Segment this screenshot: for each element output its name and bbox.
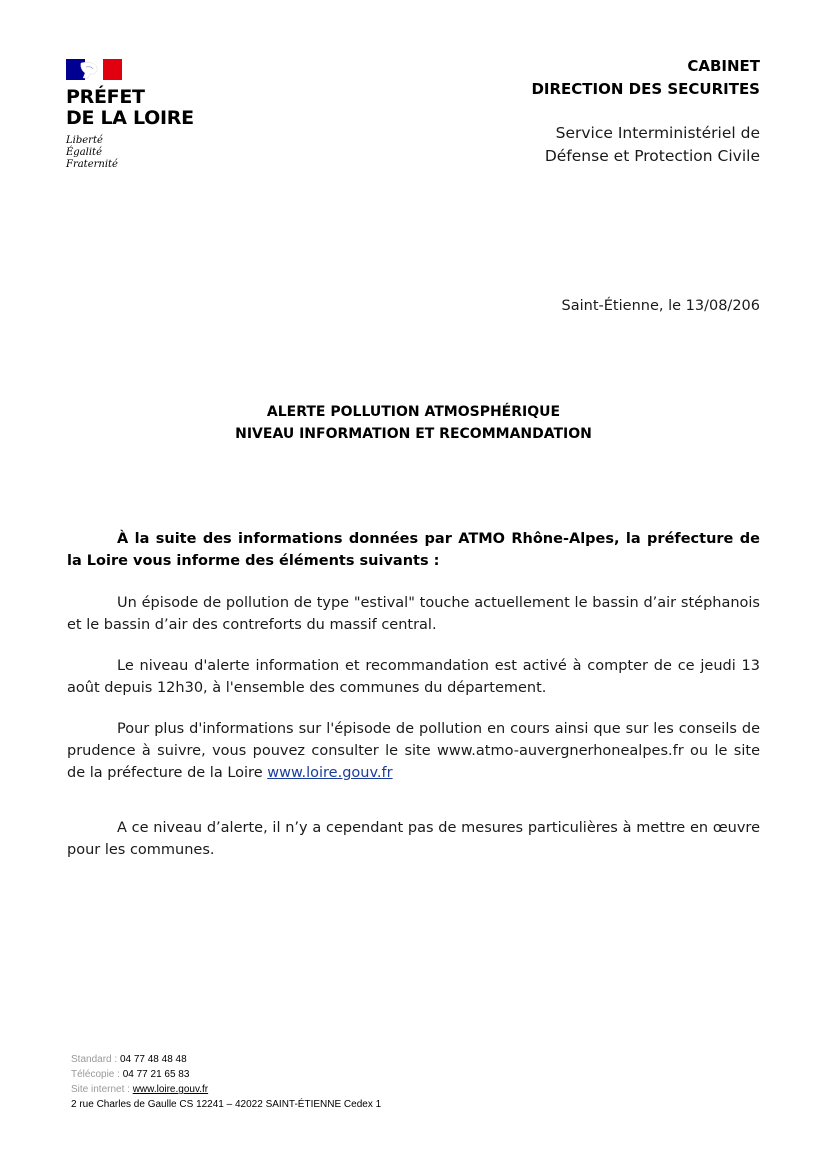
paragraph-measures (67, 817, 760, 861)
title-line2: NIVEAU INFORMATION ET RECOMMANDATION (235, 426, 592, 442)
footer-website (71, 1082, 381, 1097)
standard-phone: 04 77 48 48 48 (119, 1054, 187, 1065)
motto-egalite: Égalité (66, 147, 102, 158)
paragraph-more-info (67, 718, 760, 784)
paragraph-episode-text: Un épisode de pollution de type "estival" touche actuellement le bassin d’air stéphanois et le bassin d’air des contreforts du massif central. (67, 595, 760, 633)
prefecture-website-link[interactable]: www.loire.gouv.fr (267, 765, 393, 781)
footer-standard (71, 1052, 381, 1067)
paragraph-more-info-text (67, 718, 760, 784)
motto-liberte: Liberté (66, 135, 103, 146)
standard-label: Standard : (71, 1054, 118, 1065)
footer-address: 2 rue Charles de Gaulle CS 12241 – 42022 SAINT-ÉTIENNE Cedex 1 (71, 1099, 382, 1110)
document-title (0, 401, 827, 445)
more-info-text: Pour plus d'informations sur l'épisode de pollution en cours ainsi que sur les conseils de prudence à suivre, vous pouvez consulter le site www.atmo-auvergnerhonealpes.fr ou le site de la préfecture de la Loire (67, 721, 760, 781)
website-label: Site internet : (71, 1084, 130, 1095)
prefet-title-line1: PRÉFET (66, 86, 145, 108)
prefet-title-line2: DE LA LOIRE (66, 107, 194, 129)
service-line1: Service Interministériel de (555, 124, 760, 142)
motto-fraternite: Fraternité (66, 159, 118, 170)
marianne-flag-icon (66, 59, 122, 80)
paragraph-alert-level-text: Le niveau d'alerte information et recommandation est activé à compter de ce jeudi 13 août depuis 12h30, à l'ensemble des communes du département. (67, 658, 760, 696)
footer-fax (71, 1067, 381, 1082)
republic-motto (66, 135, 206, 171)
cabinet-label: CABINET (687, 57, 760, 75)
intro-text: À la suite des informations données par ATMO Rhône-Alpes, la préfecture de la Loire vous informe des éléments suivants : (67, 531, 760, 569)
service-name (531, 122, 760, 168)
contact-footer (71, 1052, 381, 1112)
footer-website-link[interactable]: www.loire.gouv.fr (132, 1084, 209, 1095)
paragraph-measures-text: A ce niveau d’alerte, il n’y a cependant pas de mesures particulières à mettre en œuvre pour les communes. (67, 820, 760, 858)
prefecture-logo (66, 59, 206, 171)
document-date: Saint-Étienne, le 13/08/206 (561, 298, 760, 314)
fax-label: Télécopie : (71, 1069, 120, 1080)
title-line1: ALERTE POLLUTION ATMOSPHÉRIQUE (266, 404, 561, 420)
paragraph-alert-level (67, 655, 760, 699)
paragraph-episode (67, 592, 760, 636)
issuing-department (531, 55, 760, 168)
intro-paragraph (67, 528, 760, 572)
direction-label: DIRECTION DES SECURITES (531, 80, 760, 98)
service-line2: Défense et Protection Civile (544, 147, 760, 165)
fax-number: 04 77 21 65 83 (122, 1069, 190, 1080)
